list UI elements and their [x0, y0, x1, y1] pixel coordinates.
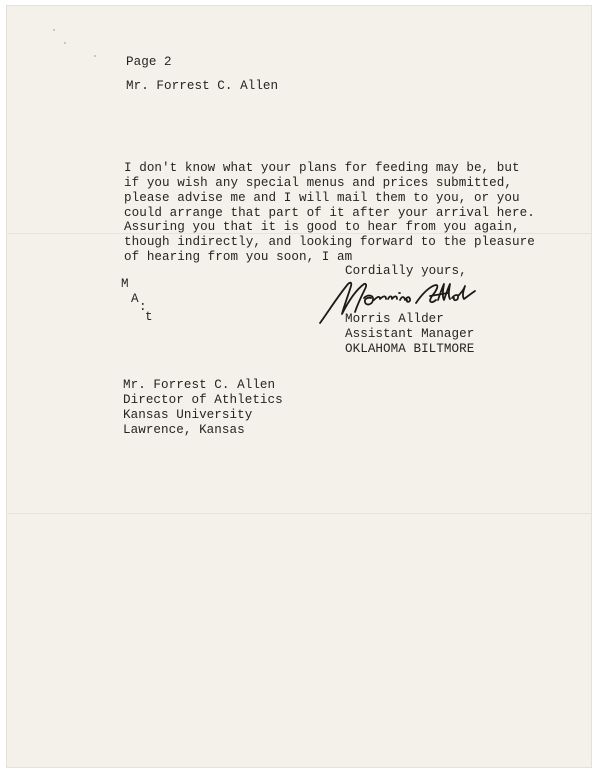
- body-line: Assuring you that it is good to hear from you again,: [124, 220, 520, 234]
- recipient-address-line: Mr. Forrest C. Allen: [123, 378, 276, 392]
- fold-line: [6, 513, 592, 514]
- recipient-address-line: Director of Athletics: [123, 393, 283, 407]
- reference-initial: t: [145, 310, 153, 324]
- signer-title: Assistant Manager: [345, 327, 475, 341]
- reference-initial: A: [131, 292, 139, 306]
- paper-speck: [64, 42, 66, 44]
- signer-organization: OKLAHOMA BILTMORE: [345, 342, 475, 356]
- paper-speck: [53, 29, 55, 31]
- body-line: though indirectly, and looking forward to the pleasure: [124, 235, 535, 249]
- body-line: please advise me and I will mail them to you, or you: [124, 191, 520, 205]
- body-line: I don't know what your plans for feeding may be, but: [124, 161, 520, 175]
- page-number: Page 2: [126, 55, 172, 69]
- recipient-address-line: Kansas University: [123, 408, 253, 422]
- letter-page: [6, 5, 592, 768]
- complimentary-close: Cordially yours,: [345, 264, 467, 278]
- body-line: if you wish any special menus and prices submitted,: [124, 176, 512, 190]
- body-line: could arrange that part of it after your arrival here.: [124, 206, 535, 220]
- reference-initial: M: [121, 277, 129, 291]
- signer-name: Morris Allder: [345, 312, 444, 326]
- recipient-address-line: Lawrence, Kansas: [123, 423, 245, 437]
- body-line: of hearing from you soon, I am: [124, 250, 353, 264]
- reference-initial: :: [139, 300, 147, 314]
- addressee-line: Mr. Forrest C. Allen: [126, 79, 279, 93]
- paper-speck: [94, 55, 96, 57]
